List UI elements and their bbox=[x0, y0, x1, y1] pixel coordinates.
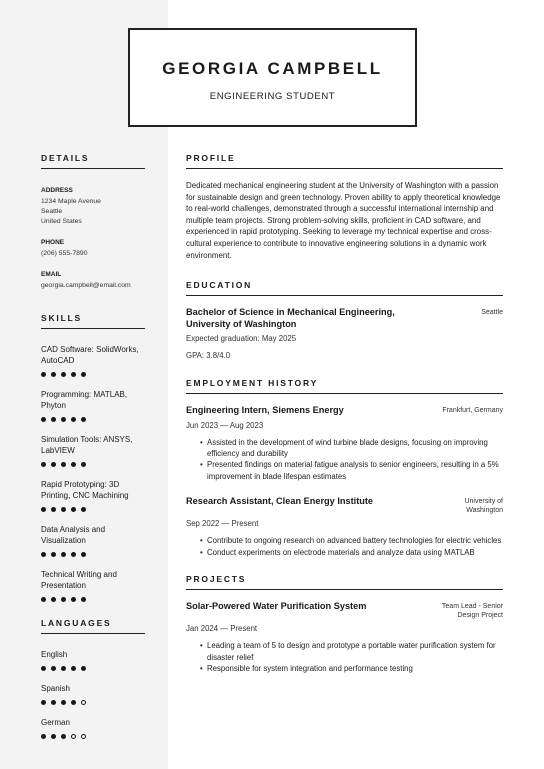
filled-dot bbox=[61, 666, 66, 671]
filled-dot bbox=[51, 700, 56, 705]
education-heading: EDUCATION bbox=[186, 280, 503, 296]
filled-dot bbox=[81, 417, 86, 422]
skill-item bbox=[41, 479, 145, 513]
job-entry bbox=[186, 405, 503, 482]
filled-dot bbox=[51, 417, 56, 422]
skill-item bbox=[41, 344, 145, 378]
candidate-name: GEORGIA CAMPBELL bbox=[162, 59, 383, 78]
languages-list bbox=[41, 649, 145, 740]
job-dates: Jun 2023 — Aug 2023 bbox=[186, 420, 264, 430]
rating-dots bbox=[41, 507, 145, 513]
filled-dot bbox=[81, 507, 86, 512]
address-label: ADDRESS bbox=[41, 187, 73, 194]
filled-dot bbox=[51, 597, 56, 602]
bullet-item: • Contribute to ongoing research on advanced battery technologies for electric vehicles bbox=[200, 535, 503, 546]
filled-dot bbox=[41, 417, 46, 422]
filled-dot bbox=[51, 507, 56, 512]
language-name: English bbox=[41, 650, 68, 659]
rating-dots bbox=[41, 417, 145, 423]
projects-heading: PROJECTS bbox=[186, 574, 503, 590]
rating-dots bbox=[41, 372, 145, 378]
filled-dot bbox=[51, 666, 56, 671]
job-entry bbox=[186, 496, 503, 558]
profile-text: Dedicated mechanical engineering student at the University of Washington with a passion for sustainable design and green technology. Proven ability to apply theoretical knowledge to real-world challenges, demonstrated through a successful international internship and multiple team projects. Strong problem-solving skills, proficient in CAD software, and experienced in rapid prototyping. Seeking to leverage my technical expertise and cross-cultural experience to contribute to innovative engineering solutions in a dynamic work environment. bbox=[186, 181, 501, 260]
rating-dots bbox=[41, 552, 145, 558]
languages-heading: LANGUAGES bbox=[41, 618, 145, 634]
skill-name: Rapid Prototyping: 3D Printing, CNC Machining bbox=[41, 480, 129, 500]
rating-dots bbox=[41, 597, 145, 603]
email-value: georgia.campbell@email.com bbox=[41, 282, 131, 289]
skill-name: Simulation Tools: ANSYS, LabVIEW bbox=[41, 435, 133, 455]
bullet-item: • Responsible for system integration and performance testing bbox=[200, 663, 503, 674]
job-dates: Sep 2022 — Present bbox=[186, 519, 259, 529]
skill-name: Data Analysis and Visualization bbox=[41, 525, 106, 545]
skill-item bbox=[41, 434, 145, 468]
filled-dot bbox=[81, 666, 86, 671]
employment-heading: EMPLOYMENT HISTORY bbox=[186, 378, 503, 394]
project-role: Team Lead - Senior Design Project bbox=[441, 603, 503, 620]
address-value bbox=[41, 197, 145, 227]
filled-dot bbox=[61, 552, 66, 557]
job-title: Research Assistant, Clean Energy Institute bbox=[186, 496, 374, 507]
details-heading: DETAILS bbox=[41, 153, 145, 169]
graduation-date: Expected graduation: May 2025 bbox=[186, 334, 297, 344]
project-dates: Jan 2024 — Present bbox=[186, 624, 258, 634]
rating-dots bbox=[41, 734, 145, 740]
projects-list bbox=[186, 601, 503, 674]
filled-dot bbox=[71, 372, 76, 377]
address-line: United States bbox=[41, 218, 82, 225]
education-location: Seattle bbox=[481, 309, 503, 317]
bullet-item: • Leading a team of 5 to design and prototype a portable water purification system for disaster relief bbox=[200, 640, 503, 663]
email-label: EMAIL bbox=[41, 271, 62, 278]
skill-name: CAD Software: SolidWorks, AutoCAD bbox=[41, 345, 139, 365]
job-header bbox=[186, 405, 503, 417]
job-title: Engineering Intern, Siemens Energy bbox=[186, 405, 344, 416]
filled-dot bbox=[41, 597, 46, 602]
filled-dot bbox=[41, 552, 46, 557]
filled-dot bbox=[81, 552, 86, 557]
job-location: University of Washington bbox=[464, 498, 503, 515]
skill-item bbox=[41, 524, 145, 558]
skill-item bbox=[41, 389, 145, 423]
filled-dot bbox=[71, 507, 76, 512]
left-column bbox=[41, 153, 145, 740]
filled-dot bbox=[61, 372, 66, 377]
rating-dots bbox=[41, 462, 145, 468]
filled-dot bbox=[41, 734, 46, 739]
skill-item bbox=[41, 569, 145, 603]
right-column bbox=[186, 153, 503, 674]
filled-dot bbox=[51, 372, 56, 377]
language-item bbox=[41, 649, 145, 672]
filled-dot bbox=[41, 372, 46, 377]
filled-dot bbox=[61, 507, 66, 512]
rating-dots bbox=[41, 700, 145, 706]
degree-title: Bachelor of Science in Mechanical Engineering, University of Washington bbox=[186, 307, 395, 329]
gpa: GPA: 3.8/4.0 bbox=[186, 351, 231, 361]
skills-list bbox=[41, 344, 145, 603]
phone-value: (206) 555-7890 bbox=[41, 250, 88, 257]
language-name: German bbox=[41, 718, 70, 727]
jobs-list bbox=[186, 405, 503, 558]
filled-dot bbox=[81, 372, 86, 377]
bullet-item: • Assisted in the development of wind turbine blade designs, focusing on improving efficiency and durability bbox=[200, 437, 503, 460]
education-entry bbox=[186, 307, 503, 360]
skill-name: Technical Writing and Presentation bbox=[41, 570, 117, 590]
language-name: Spanish bbox=[41, 684, 70, 693]
filled-dot bbox=[61, 700, 66, 705]
filled-dot bbox=[61, 597, 66, 602]
filled-dot bbox=[61, 734, 66, 739]
project-title: Solar-Powered Water Purification System bbox=[186, 601, 367, 612]
project-entry bbox=[186, 601, 503, 674]
filled-dot bbox=[61, 417, 66, 422]
filled-dot bbox=[41, 666, 46, 671]
language-item bbox=[41, 717, 145, 740]
address-line: 1234 Maple Avenue bbox=[41, 198, 101, 205]
bullet-item: • Conduct experiments on electrode materials and analyze data using MATLAB bbox=[200, 547, 503, 558]
project-header bbox=[186, 601, 503, 620]
filled-dot bbox=[41, 462, 46, 467]
filled-dot bbox=[71, 552, 76, 557]
filled-dot bbox=[81, 597, 86, 602]
language-item bbox=[41, 683, 145, 706]
filled-dot bbox=[71, 700, 76, 705]
filled-dot bbox=[51, 734, 56, 739]
bullet-item: • Presented findings on material fatigue analysis to senior engineers, resulting in a 5% improvement in blade lifespan estimates bbox=[200, 459, 503, 482]
job-location: Frankfurt, Germany bbox=[442, 407, 503, 415]
empty-dot bbox=[81, 700, 86, 705]
filled-dot bbox=[51, 462, 56, 467]
job-header bbox=[186, 496, 503, 515]
profile-heading: PROFILE bbox=[186, 153, 503, 169]
skill-name: Programming: MATLAB, Phyton bbox=[41, 390, 128, 410]
job-bullets bbox=[186, 535, 503, 558]
filled-dot bbox=[41, 700, 46, 705]
skills-heading: SKILLS bbox=[41, 313, 145, 329]
filled-dot bbox=[71, 666, 76, 671]
filled-dot bbox=[71, 597, 76, 602]
filled-dot bbox=[61, 462, 66, 467]
rating-dots bbox=[41, 666, 145, 672]
job-bullets bbox=[186, 437, 503, 483]
filled-dot bbox=[41, 507, 46, 512]
address-line: Seattle bbox=[41, 208, 63, 215]
phone-label: PHONE bbox=[41, 239, 65, 246]
candidate-role: ENGINEERING STUDENT bbox=[209, 91, 336, 102]
filled-dot bbox=[71, 417, 76, 422]
filled-dot bbox=[81, 462, 86, 467]
empty-dot bbox=[81, 734, 86, 739]
name-header bbox=[128, 28, 417, 127]
filled-dot bbox=[71, 462, 76, 467]
filled-dot bbox=[51, 552, 56, 557]
project-bullets bbox=[186, 640, 503, 674]
empty-dot bbox=[71, 734, 76, 739]
